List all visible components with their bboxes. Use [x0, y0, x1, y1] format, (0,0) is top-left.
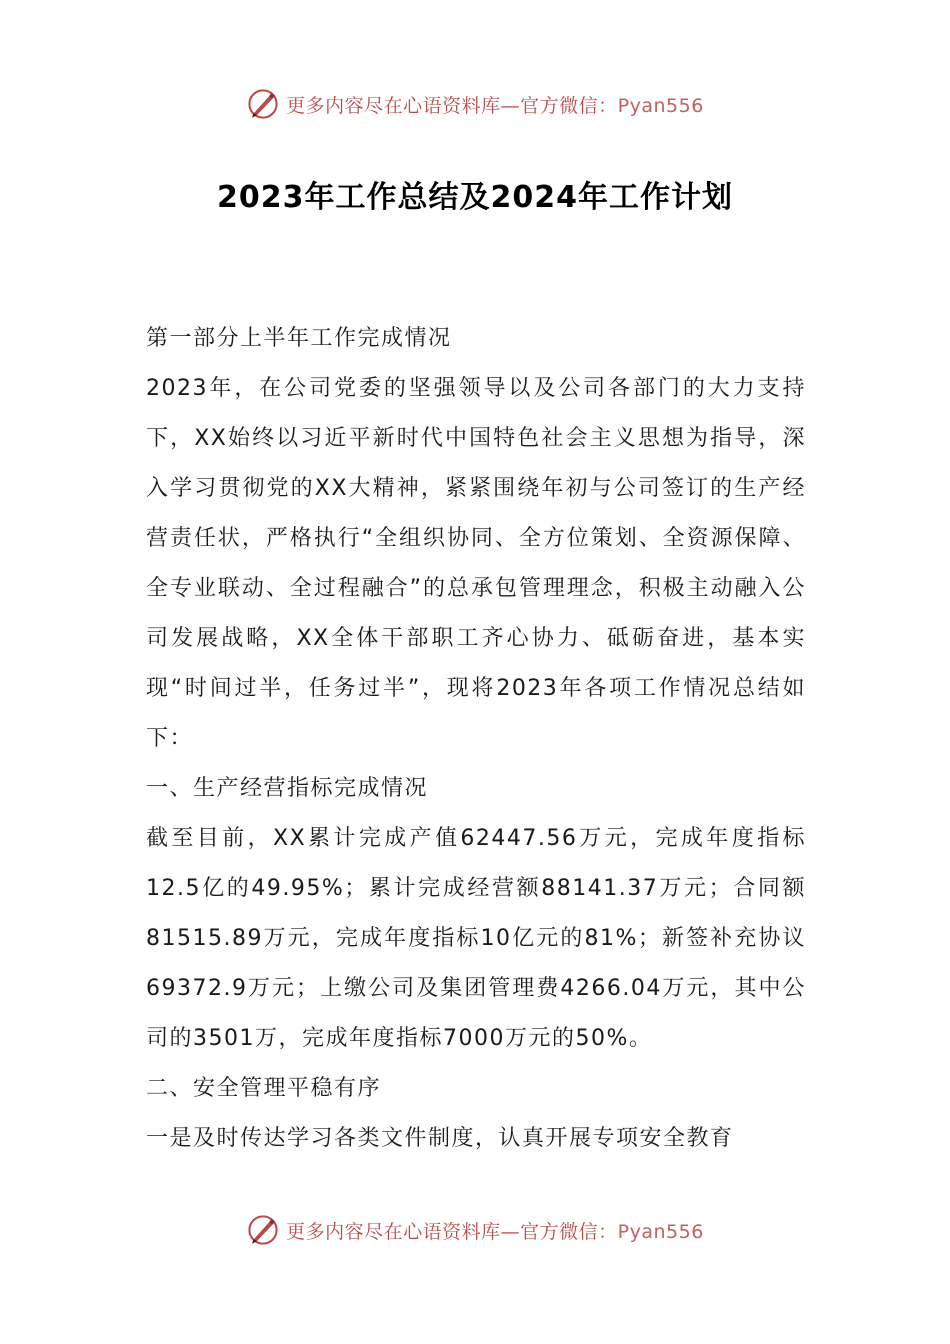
header-watermark	[0, 86, 950, 122]
body-paragraph: 截至目前，XX累计完成产值62447.56万元，完成年度指标12.5亿的49.95%；累计完成经营额88141.37万元；合同额81515.89万元，完成年度指标10亿元的81%；新签补充协议69372.9万元；上缴公司及集团管理费4266.04万元，其中公司的3501万，完成年度指标7000万元的50%。	[146, 826, 806, 1051]
watermark-wechat-id: Pyan556	[617, 94, 704, 117]
subsection-heading: 一、生产经营指标完成情况	[146, 776, 429, 801]
watermark-text	[286, 91, 704, 118]
body-paragraph: 一是及时传达学习各类文件制度，认真开展专项安全教育	[146, 1126, 734, 1151]
watermark-text	[286, 1217, 704, 1244]
watermark-wechat-id: Pyan556	[617, 1220, 704, 1243]
watermark-label: 更多内容尽在心语资料库—官方微信：	[286, 94, 618, 117]
section-heading: 第一部分上半年工作完成情况	[146, 326, 452, 351]
pen-logo-icon	[246, 87, 280, 121]
pen-logo-icon	[246, 1213, 280, 1247]
document-body	[146, 314, 806, 1164]
footer-watermark	[0, 1212, 950, 1248]
subsection-heading: 二、安全管理平稳有序	[146, 1076, 382, 1101]
body-paragraph: 2023年，在公司党委的坚强领导以及公司各部门的大力支持下，XX始终以习近平新时代中国特色社会主义思想为指导，深入学习贯彻党的XX大精神，紧紧围绕年初与公司签订的生产经营责任状，严格执行“全组织协同、全方位策划、全资源保障、全专业联动、全过程融合”的总承包管理理念，积极主动融入公司发展战略，XX全体干部职工齐心协力、砥砺奋进，基本实现“时间过半，任务过半”，现将2023年各项工作情况总结如下：	[146, 376, 806, 751]
watermark-label: 更多内容尽在心语资料库—官方微信：	[286, 1220, 618, 1243]
document-title: 2023年工作总结及2024年工作计划	[217, 180, 733, 215]
